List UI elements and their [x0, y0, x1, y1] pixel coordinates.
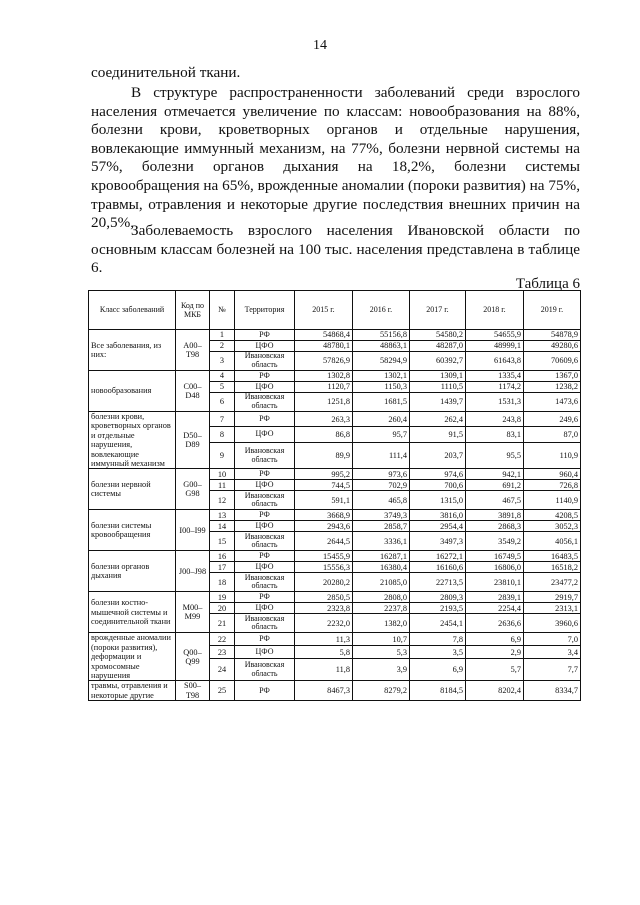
value-cell: 1531,3	[466, 393, 524, 412]
icd-code-cell: М00–М99	[176, 592, 210, 633]
disease-class-cell: новообразования	[89, 371, 176, 412]
value-cell: 203,7	[410, 442, 466, 469]
disease-class-cell: болезни нервной системы	[89, 469, 176, 510]
value-cell: 2858,7	[353, 521, 410, 532]
value-cell: 49280,6	[524, 341, 581, 352]
value-cell: 23810,1	[466, 573, 524, 592]
value-cell: 70609,6	[524, 352, 581, 371]
value-cell: 691,2	[466, 480, 524, 491]
icd-code-cell: С00–D48	[176, 371, 210, 412]
icd-code-cell: D50–D89	[176, 412, 210, 469]
value-cell: 5,3	[353, 646, 410, 659]
value-cell: 15455,9	[295, 551, 353, 562]
value-cell: 1150,3	[353, 382, 410, 393]
value-cell: 15556,3	[295, 562, 353, 573]
table-row	[89, 681, 581, 701]
row-number-cell: 2	[210, 341, 235, 352]
value-cell: 4056,1	[524, 532, 581, 551]
row-number-cell: 8	[210, 427, 235, 442]
row-number-cell: 20	[210, 603, 235, 614]
row-number-cell: 9	[210, 442, 235, 469]
value-cell: 591,1	[295, 491, 353, 510]
value-cell: 54878,9	[524, 330, 581, 341]
disease-class-cell: Все заболевания, из них:	[89, 330, 176, 371]
paragraph-continuation: соединительной ткани.	[91, 64, 241, 81]
value-cell: 1382,0	[353, 614, 410, 633]
table-row	[89, 469, 581, 480]
value-cell: 2919,7	[524, 592, 581, 603]
value-cell: 86,8	[295, 427, 353, 442]
header-code: Код по МКБ	[176, 291, 210, 330]
page-number: 14	[313, 38, 327, 53]
value-cell: 57826,9	[295, 352, 353, 371]
table-row	[89, 412, 581, 427]
value-cell: 22713,5	[410, 573, 466, 592]
icd-code-cell: I00–I99	[176, 510, 210, 551]
row-number-cell: 22	[210, 633, 235, 646]
territory-cell: Ивановская область	[235, 442, 295, 469]
value-cell: 6,9	[410, 659, 466, 681]
value-cell: 89,9	[295, 442, 353, 469]
territory-cell: ЦФО	[235, 521, 295, 532]
value-cell: 16749,5	[466, 551, 524, 562]
value-cell: 2313,1	[524, 603, 581, 614]
territory-cell: ЦФО	[235, 341, 295, 352]
value-cell: 4208,5	[524, 510, 581, 521]
territory-cell: ЦФО	[235, 603, 295, 614]
value-cell: 21085,0	[353, 573, 410, 592]
row-number-cell: 14	[210, 521, 235, 532]
value-cell: 2193,5	[410, 603, 466, 614]
row-number-cell: 6	[210, 393, 235, 412]
value-cell: 942,1	[466, 469, 524, 480]
table-row	[89, 510, 581, 521]
territory-cell: Ивановская область	[235, 393, 295, 412]
row-number-cell: 11	[210, 480, 235, 491]
value-cell: 3960,6	[524, 614, 581, 633]
territory-cell: РФ	[235, 510, 295, 521]
icd-code-cell: J00–J98	[176, 551, 210, 592]
value-cell: 16287,1	[353, 551, 410, 562]
header-class: Класс заболеваний	[89, 291, 176, 330]
value-cell: 91,5	[410, 427, 466, 442]
value-cell: 3891,8	[466, 510, 524, 521]
icd-code-cell: S00–T98	[176, 681, 210, 701]
value-cell: 1302,1	[353, 371, 410, 382]
territory-cell: РФ	[235, 633, 295, 646]
value-cell: 3749,3	[353, 510, 410, 521]
value-cell: 6,9	[466, 633, 524, 646]
value-cell: 2644,5	[295, 532, 353, 551]
value-cell: 2954,4	[410, 521, 466, 532]
paragraph-table-intro: Заболеваемость взрослого населения Ивановской области по основным классам болезней на 100 тыс. населения представлена в таблице 6.	[91, 222, 580, 277]
value-cell: 11,8	[295, 659, 353, 681]
value-cell: 974,6	[410, 469, 466, 480]
value-cell: 1120,7	[295, 382, 353, 393]
territory-cell: ЦФО	[235, 382, 295, 393]
value-cell: 1302,8	[295, 371, 353, 382]
header-year: 2018 г.	[466, 291, 524, 330]
icd-code-cell: Q00–Q99	[176, 633, 210, 681]
value-cell: 16380,4	[353, 562, 410, 573]
disease-class-cell: болезни крови, кроветворных органов и отдельные нарушения, вовлекающие иммунный механизм	[89, 412, 176, 469]
value-cell: 3,4	[524, 646, 581, 659]
value-cell: 1309,1	[410, 371, 466, 382]
value-cell: 1315,0	[410, 491, 466, 510]
value-cell: 960,4	[524, 469, 581, 480]
value-cell: 260,4	[353, 412, 410, 427]
value-cell: 2237,8	[353, 603, 410, 614]
value-cell: 2232,0	[295, 614, 353, 633]
row-number-cell: 15	[210, 532, 235, 551]
row-number-cell: 3	[210, 352, 235, 371]
row-number-cell: 4	[210, 371, 235, 382]
value-cell: 1367,0	[524, 371, 581, 382]
value-cell: 1439,7	[410, 393, 466, 412]
row-number-cell: 25	[210, 681, 235, 701]
value-cell: 744,5	[295, 480, 353, 491]
value-cell: 263,3	[295, 412, 353, 427]
value-cell: 2943,6	[295, 521, 353, 532]
value-cell: 249,6	[524, 412, 581, 427]
value-cell: 995,2	[295, 469, 353, 480]
territory-cell: РФ	[235, 330, 295, 341]
territory-cell: РФ	[235, 412, 295, 427]
row-number-cell: 13	[210, 510, 235, 521]
value-cell: 973,6	[353, 469, 410, 480]
header-territory: Территория	[235, 291, 295, 330]
territory-cell: РФ	[235, 592, 295, 603]
value-cell: 7,7	[524, 659, 581, 681]
row-number-cell: 19	[210, 592, 235, 603]
table-row	[89, 633, 581, 646]
row-number-cell: 1	[210, 330, 235, 341]
value-cell: 54868,4	[295, 330, 353, 341]
value-cell: 2850,5	[295, 592, 353, 603]
value-cell: 95,5	[466, 442, 524, 469]
value-cell: 2323,8	[295, 603, 353, 614]
value-cell: 23477,2	[524, 573, 581, 592]
table-body	[89, 330, 581, 701]
value-cell: 3668,9	[295, 510, 353, 521]
value-cell: 16272,1	[410, 551, 466, 562]
value-cell: 3816,0	[410, 510, 466, 521]
value-cell: 110,9	[524, 442, 581, 469]
value-cell: 55156,8	[353, 330, 410, 341]
header-number: №	[210, 291, 235, 330]
value-cell: 3052,3	[524, 521, 581, 532]
territory-cell: РФ	[235, 469, 295, 480]
value-cell: 7,8	[410, 633, 466, 646]
row-number-cell: 10	[210, 469, 235, 480]
table-header-row	[89, 291, 581, 330]
value-cell: 61643,8	[466, 352, 524, 371]
value-cell: 1681,5	[353, 393, 410, 412]
territory-cell: ЦФО	[235, 427, 295, 442]
header-year: 2016 г.	[353, 291, 410, 330]
morbidity-table	[88, 290, 581, 701]
row-number-cell: 24	[210, 659, 235, 681]
value-cell: 8467,3	[295, 681, 353, 701]
territory-cell: Ивановская область	[235, 352, 295, 371]
value-cell: 2839,1	[466, 592, 524, 603]
value-cell: 54580,2	[410, 330, 466, 341]
row-number-cell: 18	[210, 573, 235, 592]
value-cell: 3,9	[353, 659, 410, 681]
territory-cell: ЦФО	[235, 480, 295, 491]
value-cell: 16160,6	[410, 562, 466, 573]
value-cell: 48999,1	[466, 341, 524, 352]
value-cell: 3,5	[410, 646, 466, 659]
header-year: 2017 г.	[410, 291, 466, 330]
value-cell: 1335,4	[466, 371, 524, 382]
disease-class-cell: травмы, отравления и некоторые другие	[89, 681, 176, 701]
value-cell: 5,8	[295, 646, 353, 659]
value-cell: 111,4	[353, 442, 410, 469]
table-row	[89, 371, 581, 382]
table-row	[89, 551, 581, 562]
value-cell: 1140,9	[524, 491, 581, 510]
territory-cell: РФ	[235, 371, 295, 382]
value-cell: 20280,2	[295, 573, 353, 592]
value-cell: 3497,3	[410, 532, 466, 551]
disease-class-cell: болезни костно-мышечной системы и соединительной ткани	[89, 592, 176, 633]
value-cell: 1251,8	[295, 393, 353, 412]
territory-cell: Ивановская область	[235, 614, 295, 633]
value-cell: 8279,2	[353, 681, 410, 701]
row-number-cell: 17	[210, 562, 235, 573]
value-cell: 702,9	[353, 480, 410, 491]
value-cell: 3336,1	[353, 532, 410, 551]
value-cell: 60392,7	[410, 352, 466, 371]
territory-cell: РФ	[235, 551, 295, 562]
row-number-cell: 23	[210, 646, 235, 659]
value-cell: 2636,6	[466, 614, 524, 633]
disease-class-cell: болезни органов дыхания	[89, 551, 176, 592]
row-number-cell: 7	[210, 412, 235, 427]
value-cell: 726,8	[524, 480, 581, 491]
value-cell: 16518,2	[524, 562, 581, 573]
value-cell: 700,6	[410, 480, 466, 491]
row-number-cell: 21	[210, 614, 235, 633]
value-cell: 8334,7	[524, 681, 581, 701]
value-cell: 95,7	[353, 427, 410, 442]
territory-cell: Ивановская область	[235, 573, 295, 592]
table-caption: Таблица 6	[515, 276, 580, 292]
value-cell: 16806,0	[466, 562, 524, 573]
value-cell: 2,9	[466, 646, 524, 659]
value-cell: 2454,1	[410, 614, 466, 633]
header-year: 2015 г.	[295, 291, 353, 330]
value-cell: 2254,4	[466, 603, 524, 614]
value-cell: 467,5	[466, 491, 524, 510]
disease-class-cell: врожденные аномалии (пороки развития), деформации и хромосомные нарушения	[89, 633, 176, 681]
table-row	[89, 330, 581, 341]
value-cell: 48287,0	[410, 341, 466, 352]
header-year: 2019 г.	[524, 291, 581, 330]
value-cell: 83,1	[466, 427, 524, 442]
value-cell: 87,0	[524, 427, 581, 442]
icd-code-cell: А00–Т98	[176, 330, 210, 371]
territory-cell: ЦФО	[235, 562, 295, 573]
territory-cell: Ивановская область	[235, 532, 295, 551]
value-cell: 262,4	[410, 412, 466, 427]
value-cell: 48780,1	[295, 341, 353, 352]
value-cell: 1473,6	[524, 393, 581, 412]
value-cell: 54655,9	[466, 330, 524, 341]
row-number-cell: 12	[210, 491, 235, 510]
value-cell: 465,8	[353, 491, 410, 510]
territory-cell: ЦФО	[235, 646, 295, 659]
value-cell: 2808,0	[353, 592, 410, 603]
territory-cell: Ивановская область	[235, 659, 295, 681]
disease-class-cell: болезни системы кровообращения	[89, 510, 176, 551]
table-row	[89, 592, 581, 603]
value-cell: 2868,3	[466, 521, 524, 532]
value-cell: 48863,1	[353, 341, 410, 352]
value-cell: 1238,2	[524, 382, 581, 393]
value-cell: 7,0	[524, 633, 581, 646]
row-number-cell: 16	[210, 551, 235, 562]
value-cell: 3549,2	[466, 532, 524, 551]
value-cell: 8184,5	[410, 681, 466, 701]
value-cell: 16483,5	[524, 551, 581, 562]
territory-cell: Ивановская область	[235, 491, 295, 510]
icd-code-cell: G00–G98	[176, 469, 210, 510]
value-cell: 2809,3	[410, 592, 466, 603]
territory-cell: РФ	[235, 681, 295, 701]
value-cell: 58294,9	[353, 352, 410, 371]
row-number-cell: 5	[210, 382, 235, 393]
value-cell: 11,3	[295, 633, 353, 646]
paragraph-structure: В структуре распространенности заболеваний среди взрослого населения отмечается увеличение по классам: новообразования на 88%, болезни крови, кроветворных органов и отдельные нарушения, вовлекающие иммунный механизм, на 77%, болезни нервной системы на 57%, болезни органов дыхания на 18,2%, болезни системы кровообращения на 65%, врожденные аномалии (пороки развития) на 75%, травмы, отравления и некоторые другие последствия внешних причин на 20,5%,	[91, 84, 580, 232]
value-cell: 243,8	[466, 412, 524, 427]
value-cell: 5,7	[466, 659, 524, 681]
value-cell: 10,7	[353, 633, 410, 646]
value-cell: 1110,5	[410, 382, 466, 393]
value-cell: 8202,4	[466, 681, 524, 701]
value-cell: 1174,2	[466, 382, 524, 393]
